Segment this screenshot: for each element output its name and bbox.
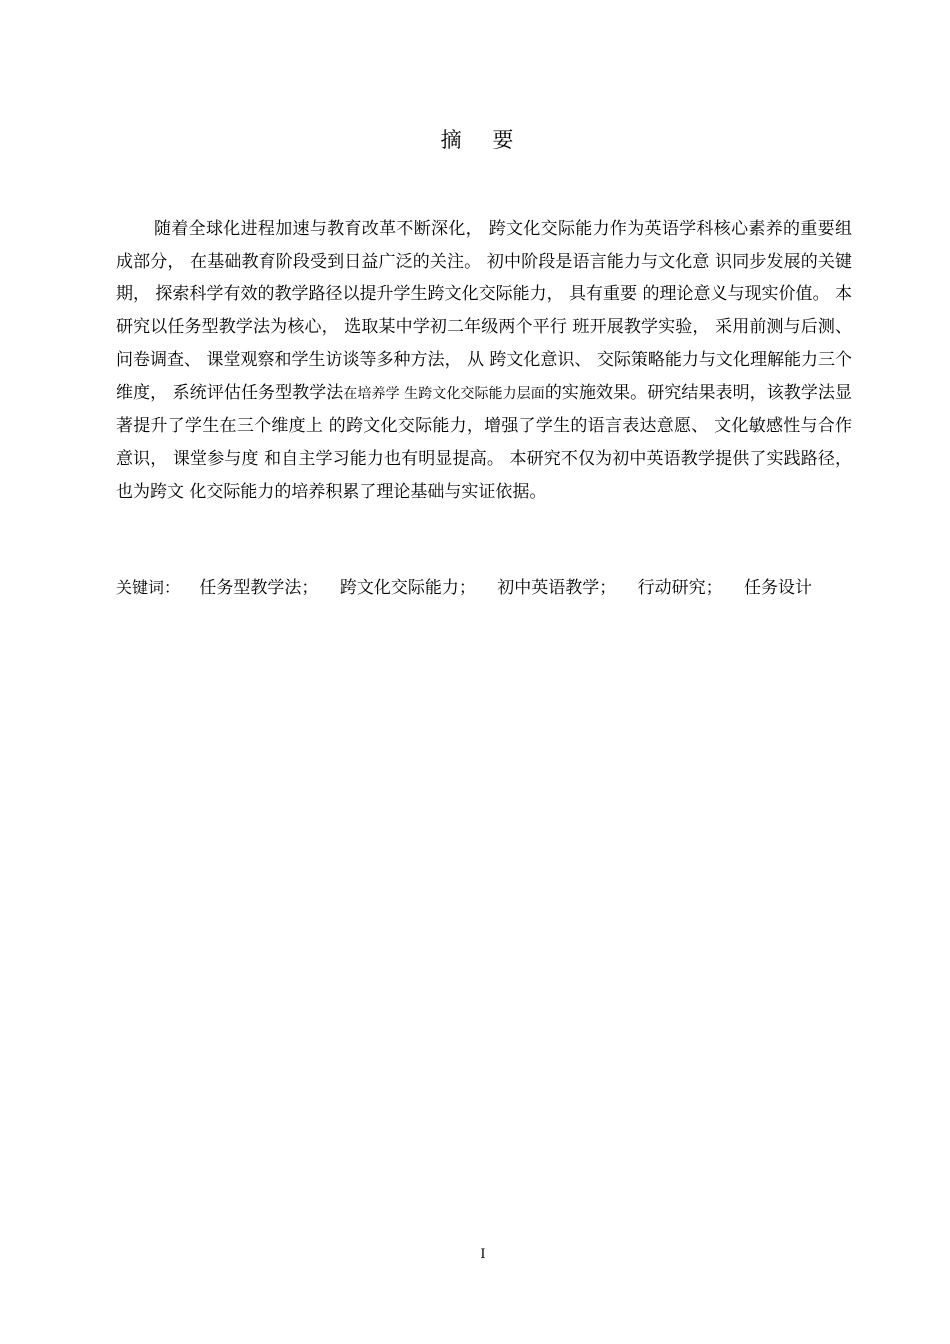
page-number: I [480,1247,486,1262]
keywords-line [116,574,856,602]
keyword-item: 任务型教学法； [199,578,319,598]
keyword-item: 任务设计 [744,578,813,598]
page-title: 摘 要 [440,128,526,152]
keyword-item: 跨文化交际能力； [339,578,476,598]
abstract-text-small: 在培养学 生跨文化交际能力层面 [343,385,545,402]
keywords-label: 关键词： [116,578,181,597]
keyword-item: 初中英语教学； [497,578,617,598]
abstract-paragraph [116,213,852,508]
keyword-item: 行动研究； [637,578,723,598]
abstract-text-part3: 的实施效果。研究结果表明，该教学法显著提升了学生在三个维度上 的跨文化交际能力，增强了学生的语言表达意愿、 文化敏感性与合作意识， 课堂参与度 和自主学习能力也有明显提高。 本研究不仅为初中英语教学提供了实践路径， 也为跨文 化交际能力的培养积累了理论基础与实证依据。 [116,382,853,502]
abstract-text-part1: 随着全球化进程加速与教育改革不断深化， 跨文化交际能力作为英语学科核心素养的重要组成部分， 在基础教育阶段受到日益广泛的关注。 初中阶段是语言能力与文化意 识同步发展的关键期， 探索科学有效的教学路径以提升学生跨文化交际能力， 具有重要 的理论意义与现实价值。 本研究以任务型教学法为核心， 选取某中学初二年级两个平行 班开展教学实验， 采用前测与后测、 问卷调查、 课堂观察和学生访谈等多种方法， 从 跨文化意识、 交际策略能力与文化理解能力三个维度， 系统评估任务型教学法 [116,219,852,403]
